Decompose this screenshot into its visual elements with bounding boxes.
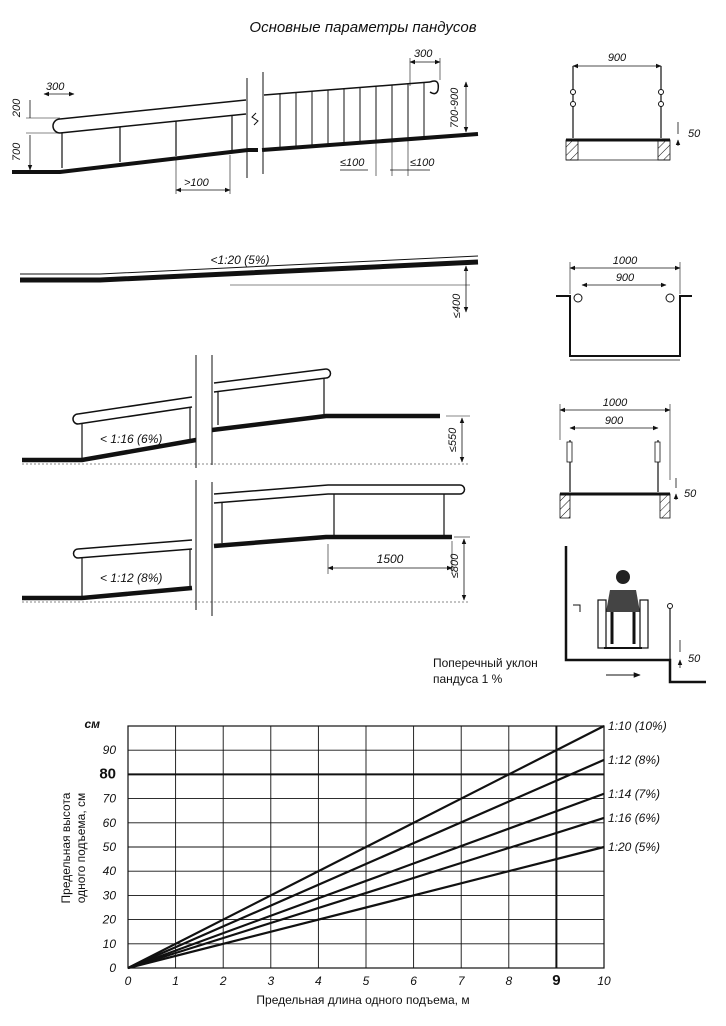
series-label: 1:10 (10%) [608,719,667,733]
section-4 [433,546,706,686]
ramp-1-slab-right [262,134,478,150]
ramp-1-diagram [11,48,478,194]
ramp-1-dimensions [11,48,466,194]
ramp-4-slope-label: < 1:12 (8%) [100,571,163,585]
wheelchair-user-icon [598,570,648,648]
y-tick-label: 50 [102,840,116,854]
handrail-right [264,82,430,95]
ramp-2-slope-label: <1:20 (5%) [210,253,270,267]
x-tick-label: 4 [315,974,322,988]
ramp-4-slab-left [22,588,192,598]
section-1-curb: 50 [688,128,701,140]
dim-le100-b: ≤100 [410,157,435,169]
y-tick-label: 80 [99,765,116,783]
section-2 [556,255,692,360]
section-3 [560,397,697,518]
x-tick-label: 8 [505,974,513,988]
y-tick-label: 0 [109,961,116,975]
section-1-width: 900 [607,52,627,64]
y-unit-label: см [84,717,100,731]
section-2-outer: 1000 [612,255,638,267]
y-tick-label: 30 [102,888,116,903]
y-tick-label: 70 [102,791,116,806]
page-title: Основные параметры пандусов [249,19,477,36]
section-4-caption-1: Поперечный уклон [433,656,538,670]
ramp-3-slope-label: < 1:16 (6%) [100,432,163,446]
x-tick-label: 2 [219,974,227,988]
section-4-caption-2: пандуса 1 % [433,672,503,686]
dim-300-right: 300 [414,48,433,60]
x-axis-label: Предельная длина одного подъема, м [256,993,470,1007]
ramp-2-height-label: ≤400 [451,293,463,319]
y-tick-label: 40 [102,864,116,879]
handrail-end-left [53,119,60,133]
series-label: 1:20 (5%) [608,840,661,854]
y-tick-label: 20 [102,912,116,927]
ramp-4-diagram [22,480,470,616]
break-lines [247,72,263,178]
x-tick-label: 6 [410,974,417,988]
handrail-left [60,100,246,133]
ramp-4-length-label: 1500 [376,552,404,566]
chart-series [128,719,667,968]
dim-200: 200 [11,98,23,118]
x-tick-label: 10 [597,974,611,988]
x-tick-label: 7 [457,974,465,988]
dim-300-left: 300 [46,81,65,93]
dim-700: 700 [11,142,23,162]
ramp-4-height-label: ≤800 [449,553,461,579]
slope-chart [59,717,667,1007]
ramp-4-slab-right [214,537,452,546]
handrail-hook [430,81,438,94]
series-label: 1:14 (7%) [608,786,661,801]
dim-700-900: 700-900 [449,87,461,129]
y-axis-label-1: Предельная высота [59,792,73,904]
ramp-1-slab-left [12,150,258,172]
y-axis-label-2: одного подъема, см [74,792,88,904]
series-label: 1:16 (6%) [608,810,661,825]
y-tick-label: 90 [102,743,116,758]
x-tick-label: 1 [172,974,179,988]
section-3-curb: 50 [684,488,697,500]
section-3-outer: 1000 [602,397,628,409]
break-mark [252,113,258,125]
dim-gt100: >100 [184,177,209,189]
x-tick-label: 3 [267,974,275,988]
section-4-curb: 50 [688,653,701,665]
ramp-2-diagram [20,253,478,318]
y-tick-label: 10 [102,936,116,951]
ramp-3-slab-right [212,416,440,430]
section-1 [566,52,701,160]
x-tick-label: 5 [362,974,370,988]
series-label: 1:12 (8%) [608,752,661,767]
ramp-3-diagram [22,355,470,468]
x-tick-label: 9 [552,972,561,989]
section-2-inner: 900 [615,272,635,284]
section-3-inner: 900 [604,415,624,427]
y-tick-label: 60 [102,815,116,830]
ramp-3-height-label: ≤550 [447,427,459,453]
x-tick-label: 0 [124,974,132,988]
dim-le100-a: ≤100 [340,157,365,169]
